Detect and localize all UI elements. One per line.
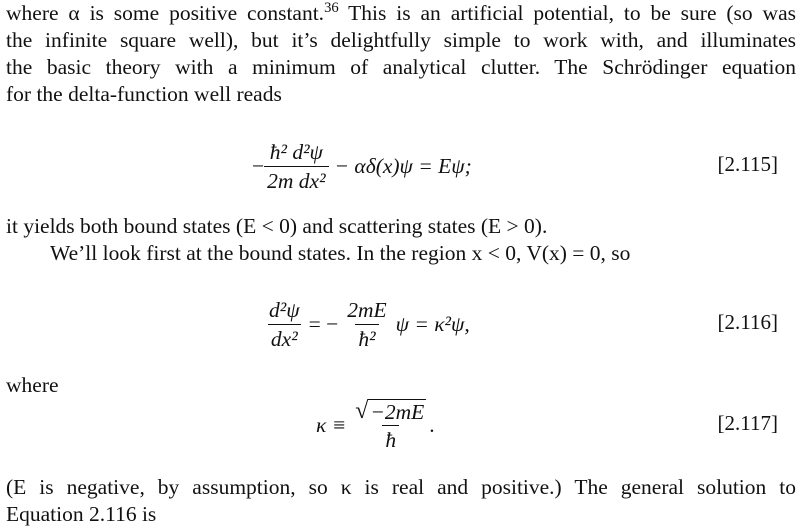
- equation-number: [2.115]: [717, 152, 778, 176]
- paragraph-line: Equation 2.116 is: [6, 502, 157, 526]
- equals-minus: = −: [308, 311, 339, 336]
- paragraph-line: the infinite square well), but it’s delightfully simple to work with, and illuminates: [6, 28, 796, 52]
- radical-sign: √: [355, 397, 369, 424]
- radicand: −2mE: [370, 399, 425, 424]
- square-root: [355, 398, 426, 424]
- text-span: This is an artificial potential, to be sure (so was: [338, 1, 796, 25]
- where-label: where: [6, 373, 59, 397]
- equation-rest: − αδ(x)ψ = Eψ;: [334, 153, 472, 178]
- equation-number: [2.117]: [717, 411, 778, 435]
- equation-rest: ψ = κ²ψ,: [395, 311, 470, 336]
- equation-expression: [266, 294, 470, 354]
- fraction: [352, 398, 429, 453]
- paragraph-line: We’ll look first at the bound states. In the region x < 0, V(x) = 0, so: [50, 241, 631, 265]
- footnote-mark[interactable]: 36: [324, 0, 339, 16]
- paragraph-line: it yields both bound states (E < 0) and scattering states (E > 0).: [6, 214, 548, 238]
- paragraph-line: for the delta-function well reads: [6, 82, 282, 106]
- paragraph-line: the basic theory with a minimum of analytical clutter. The Schrödinger equation: [6, 55, 796, 79]
- fraction-numerator: d²ψ: [269, 297, 300, 322]
- paragraph-line: (E is negative, by assumption, so κ is real and positive.) The general solution to: [6, 475, 796, 499]
- fraction-numerator: [352, 398, 429, 425]
- paragraph-intro: [6, 0, 796, 108]
- minus-sign: −: [252, 153, 265, 178]
- equation-lhs: κ ≡: [316, 412, 347, 437]
- equation-2-117: [0, 394, 800, 456]
- fraction-numerator: 2mE: [347, 297, 387, 322]
- fraction: [344, 297, 389, 352]
- equation-expression: [316, 394, 435, 456]
- equation-2-116: [0, 294, 800, 354]
- equation-expression: [252, 136, 472, 196]
- fraction: [264, 139, 328, 194]
- fraction-denominator: ħ²: [355, 324, 378, 352]
- equation-number: [2.116]: [717, 310, 778, 334]
- period: .: [429, 412, 435, 437]
- fraction-denominator: 2m dx²: [264, 166, 328, 194]
- fraction-denominator: ħ: [382, 425, 399, 453]
- fraction-numerator: ħ² d²ψ: [269, 139, 323, 164]
- text-span: where α is some positive constant.: [6, 1, 325, 25]
- paragraph-line: [6, 0, 796, 27]
- fraction-denominator: dx²: [268, 324, 301, 352]
- equation-2-115: [0, 136, 800, 196]
- paragraph-general-solution: [6, 474, 796, 528]
- fraction: [266, 297, 303, 352]
- paragraph-bound-states: [6, 213, 796, 267]
